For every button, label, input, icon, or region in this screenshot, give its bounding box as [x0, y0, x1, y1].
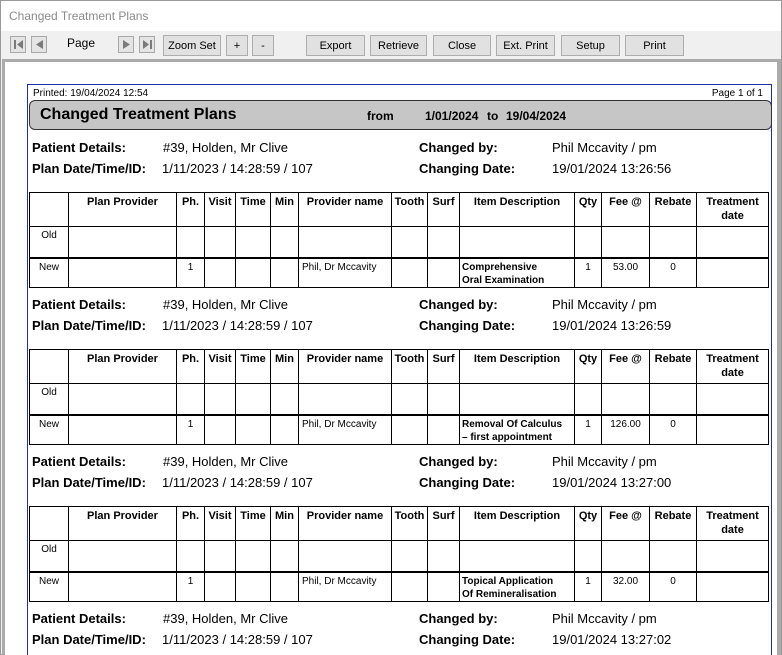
table-header-row [30, 193, 769, 227]
changing-date-value: 19/01/2024 13:26:56 [552, 161, 672, 176]
cell-ph: 1 [177, 258, 205, 288]
last-page-icon [142, 39, 153, 50]
toolbar [1, 31, 781, 59]
changed-by-value: Phil Mccavity / pm [552, 297, 657, 312]
column-header-item-description: Item Description [460, 193, 575, 227]
cell-item-description: Comprehensive Oral Examination [460, 258, 575, 288]
window-title: Changed Treatment Plans [9, 9, 149, 23]
column-header-tooth: Tooth [392, 193, 428, 227]
table-row-old [30, 227, 769, 258]
changing-date-label: Changing Date: [419, 475, 516, 490]
last-page-button[interactable] [139, 36, 155, 53]
column-header-qty: Qty [575, 193, 602, 227]
change-entry [5, 138, 777, 295]
page-count: Page 1 of 1 [711, 88, 763, 99]
changed-by-label: Changed by: [419, 140, 498, 155]
new-row-label: New [30, 415, 69, 445]
column-header-surf: Surf [428, 350, 460, 384]
column-header-fee: Fee @ [602, 350, 650, 384]
cell-provider-name: Phil, Dr Mccavity [299, 572, 392, 602]
table-row-new [30, 572, 769, 602]
table-header-row [30, 350, 769, 384]
next-page-icon [121, 39, 132, 50]
column-header-visit: Visit [205, 350, 236, 384]
column-header-provider-name: Provider name [299, 350, 392, 384]
cell-fee: 53.00 [602, 258, 650, 288]
treatment-items-table [29, 192, 769, 288]
plan-datetime-label: Plan Date/Time/ID: [32, 475, 146, 490]
old-row-label: Old [30, 541, 69, 572]
column-header-row-type [30, 350, 69, 384]
changed-by-value: Phil Mccavity / pm [552, 454, 657, 469]
column-header-plan-provider: Plan Provider [69, 507, 177, 541]
cell-ph: 1 [177, 415, 205, 445]
change-entry [5, 295, 777, 452]
new-row-label: New [30, 572, 69, 602]
column-header-ph: Ph. [177, 350, 205, 384]
export-button[interactable]: Export [306, 35, 365, 56]
report-page [5, 62, 777, 655]
column-header-ph: Ph. [177, 507, 205, 541]
column-header-time: Time [236, 507, 271, 541]
cell-qty: 1 [575, 415, 602, 445]
changing-date-value: 19/01/2024 13:27:02 [552, 632, 672, 647]
change-entry [5, 452, 777, 609]
title-bar [1, 1, 781, 31]
patient-details-value: #39, Holden, Mr Clive [163, 611, 288, 626]
cell-provider-name: Phil, Dr Mccavity [299, 415, 392, 445]
column-header-ph: Ph. [177, 193, 205, 227]
changed-by-label: Changed by: [419, 297, 498, 312]
column-header-rebate: Rebate [650, 350, 697, 384]
column-header-surf: Surf [428, 193, 460, 227]
column-header-time: Time [236, 350, 271, 384]
cell-rebate: 0 [650, 415, 697, 445]
treatment-items-table [29, 506, 769, 602]
retrieve-button[interactable]: Retrieve [370, 35, 427, 56]
zoom-in-button[interactable]: + [226, 35, 248, 56]
plan-datetime-label: Plan Date/Time/ID: [32, 318, 146, 333]
changing-date-value: 19/01/2024 13:27:00 [552, 475, 672, 490]
page-label: Page [67, 36, 96, 50]
report-header-banner [29, 100, 772, 130]
column-header-rebate: Rebate [650, 193, 697, 227]
column-header-visit: Visit [205, 507, 236, 541]
table-row-old [30, 541, 769, 572]
column-header-item-description: Item Description [460, 350, 575, 384]
column-header-row-type [30, 193, 69, 227]
table-header-row [30, 507, 769, 541]
column-header-provider-name: Provider name [299, 193, 392, 227]
column-header-qty: Qty [575, 507, 602, 541]
first-page-icon [13, 39, 24, 50]
column-header-row-type [30, 507, 69, 541]
changed-by-label: Changed by: [419, 611, 498, 626]
cell-fee: 32.00 [602, 572, 650, 602]
column-header-min: Min [271, 193, 299, 227]
close-button[interactable]: Close [433, 35, 491, 56]
table-row-new [30, 258, 769, 288]
column-header-tooth: Tooth [392, 507, 428, 541]
plan-datetime-label: Plan Date/Time/ID: [32, 161, 146, 176]
column-header-treatment-date: Treatment date [697, 350, 769, 384]
column-header-provider-name: Provider name [299, 507, 392, 541]
changed-by-value: Phil Mccavity / pm [552, 140, 657, 155]
first-page-button[interactable] [10, 36, 26, 53]
table-row-new [30, 415, 769, 445]
column-header-plan-provider: Plan Provider [69, 193, 177, 227]
changing-date-value: 19/01/2024 13:26:59 [552, 318, 672, 333]
patient-details-value: #39, Holden, Mr Clive [163, 297, 288, 312]
patient-details-value: #39, Holden, Mr Clive [163, 454, 288, 469]
column-header-time: Time [236, 193, 271, 227]
column-header-min: Min [271, 507, 299, 541]
column-header-fee: Fee @ [602, 507, 650, 541]
zoom-set-button[interactable]: Zoom Set [163, 35, 221, 56]
next-page-button[interactable] [118, 36, 134, 53]
zoom-out-button[interactable]: - [252, 35, 274, 56]
patient-details-label: Patient Details: [32, 611, 126, 626]
cell-fee: 126.00 [602, 415, 650, 445]
cell-qty: 1 [575, 572, 602, 602]
cell-qty: 1 [575, 258, 602, 288]
ext-print-button[interactable]: Ext. Print [496, 35, 555, 56]
report-title: Changed Treatment Plans [40, 106, 237, 123]
plan-datetime-value: 1/11/2023 / 14:28:59 / 107 [162, 161, 313, 176]
patient-details-label: Patient Details: [32, 297, 126, 312]
change-entry [5, 609, 777, 655]
column-header-fee: Fee @ [602, 193, 650, 227]
cell-item-description: Removal Of Calculus – first appointment [460, 415, 575, 445]
treatment-items-table [29, 349, 769, 445]
cell-rebate: 0 [650, 572, 697, 602]
changed-by-label: Changed by: [419, 454, 498, 469]
changing-date-label: Changing Date: [419, 632, 516, 647]
printed-timestamp: Printed: 19/04/2024 12:54 [33, 88, 149, 99]
report-preview-area[interactable] [2, 59, 781, 655]
plan-datetime-value: 1/11/2023 / 14:28:59 / 107 [162, 318, 313, 333]
column-header-treatment-date: Treatment date [697, 193, 769, 227]
old-row-label: Old [30, 384, 69, 415]
to-date: 19/04/2024 [506, 109, 567, 123]
cell-provider-name: Phil, Dr Mccavity [299, 258, 392, 288]
previous-page-button[interactable] [31, 36, 47, 53]
column-header-min: Min [271, 350, 299, 384]
plan-datetime-label: Plan Date/Time/ID: [32, 632, 146, 647]
column-header-treatment-date: Treatment date [697, 507, 769, 541]
column-header-qty: Qty [575, 350, 602, 384]
old-row-label: Old [30, 227, 69, 258]
new-row-label: New [30, 258, 69, 288]
previous-page-icon [34, 39, 45, 50]
changing-date-label: Changing Date: [419, 161, 516, 176]
column-header-tooth: Tooth [392, 350, 428, 384]
from-date: 1/01/2024 [425, 109, 479, 123]
cell-item-description: Topical Application Of Remineralisation [460, 572, 575, 602]
to-label: to [487, 109, 499, 123]
print-button[interactable]: Print [625, 35, 684, 56]
plan-datetime-value: 1/11/2023 / 14:28:59 / 107 [162, 475, 313, 490]
column-header-item-description: Item Description [460, 507, 575, 541]
changing-date-label: Changing Date: [419, 318, 516, 333]
column-header-visit: Visit [205, 193, 236, 227]
setup-button[interactable]: Setup [561, 35, 620, 56]
patient-details-value: #39, Holden, Mr Clive [163, 140, 288, 155]
changed-by-value: Phil Mccavity / pm [552, 611, 657, 626]
from-label: from [367, 109, 394, 123]
patient-details-label: Patient Details: [32, 454, 126, 469]
column-header-plan-provider: Plan Provider [69, 350, 177, 384]
table-row-old [30, 384, 769, 415]
column-header-rebate: Rebate [650, 507, 697, 541]
cell-ph: 1 [177, 572, 205, 602]
patient-details-label: Patient Details: [32, 140, 126, 155]
cell-rebate: 0 [650, 258, 697, 288]
plan-datetime-value: 1/11/2023 / 14:28:59 / 107 [162, 632, 313, 647]
column-header-surf: Surf [428, 507, 460, 541]
